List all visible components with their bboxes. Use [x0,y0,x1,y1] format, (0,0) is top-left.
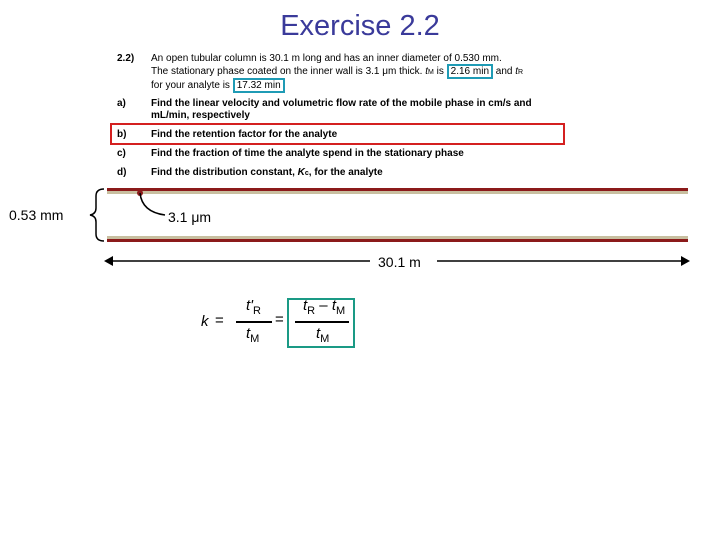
tr-symbol: t [515,66,519,77]
thickness-pointer-line [140,193,165,215]
part-d-label: d) [117,167,127,178]
eq-tm-3: t [316,325,321,342]
kc-symbol: K [297,167,305,178]
part-d-text-end: , for the analyte [308,167,383,178]
eq-frac2-denominator [316,325,330,345]
part-c-text: Find the fraction of time the analyte spend in the stationary phase [151,148,464,159]
part-b-label: b) [117,129,127,140]
eq-minus: – [315,297,332,314]
tr-value-highlight: 17.32 min [233,78,285,93]
length-arrow-left-head [104,256,113,266]
problem-number: 2.2) [117,53,135,64]
length-label: 30.1 m [378,254,421,270]
intro-is: is [433,66,447,77]
eq-frac2-bar [295,321,349,323]
eq-frac1-denominator [246,325,260,345]
intro-text-3: for your analyte is [151,80,233,91]
part-b-text: Find the retention factor for the analyte [151,129,338,140]
eq-tm-2-sub: M [335,305,346,317]
eq-tm-sub: M [250,333,260,345]
tm-sub: M [428,69,434,76]
problem-intro-line1: An open tubular column is 30.1 m long and has an inner diameter of 0.530 mm. [151,53,502,64]
eq-frac2-numerator [303,297,346,317]
eq-k-symbol: k [201,313,209,330]
eq-tr-sub: R [307,305,316,317]
eq-frac1-bar [236,321,272,323]
tm-symbol: t [425,66,429,77]
thickness-label: 3.1 μm [168,209,212,225]
eq-equals-1: = [215,312,224,329]
tr-sub: R [518,69,524,76]
column-bottom-wall [107,239,688,242]
diameter-label: 0.53 mm [9,207,64,223]
part-a-label: a) [117,98,126,109]
bottom-stationary-coating [107,236,688,239]
eq-tr-prime: t' [246,297,254,314]
eq-equals-2: = [275,311,284,328]
kc-sub: c [304,170,309,177]
eq-tr: t [303,297,308,314]
eq-tm: t [246,325,251,342]
diameter-brace [90,189,104,241]
part-c-label: c) [117,148,126,159]
part-a-text-cont: mL/min, respectively [151,110,250,121]
column-top-wall [107,188,688,191]
intro-text: The stationary phase coated on the inner wall is 3.1 μm thick. [151,66,426,77]
tm-value-highlight: 2.16 min [447,64,493,79]
eq-tr-prime-sub: R [253,305,261,317]
part-d-text-a: Find the distribution constant, [151,167,298,178]
eq-tm-3-sub: M [320,333,330,345]
page-title: Exercise 2.2 [280,10,440,42]
length-arrow-right-head [681,256,690,266]
eq-tm-2: t [331,297,336,314]
intro-and: and [493,66,516,77]
eq-frac1-numerator [246,297,261,317]
part-a-text: Find the linear velocity and volumetric flow rate of the mobile phase in cm/s and [151,98,532,109]
top-stationary-coating [107,191,688,194]
